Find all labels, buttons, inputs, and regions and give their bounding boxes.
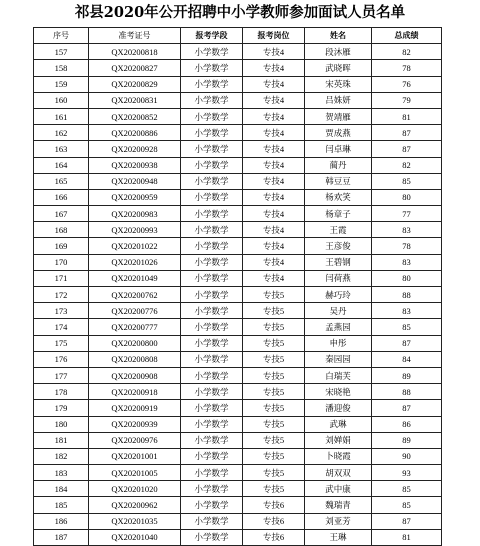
cell-name: 韩豆豆 bbox=[305, 173, 372, 189]
cell-section: 小学数学 bbox=[181, 351, 243, 367]
cell-score: 83 bbox=[372, 303, 442, 319]
cell-score: 84 bbox=[372, 351, 442, 367]
table-row bbox=[34, 44, 442, 60]
cell-score: 86 bbox=[372, 416, 442, 432]
cell-ticket: QX20200776 bbox=[89, 303, 181, 319]
cell-name: 刘亚芳 bbox=[305, 513, 372, 529]
cell-post: 专技6 bbox=[243, 529, 305, 545]
cell-seq: 161 bbox=[34, 108, 89, 124]
cell-seq: 179 bbox=[34, 400, 89, 416]
cell-name: 王碧钢 bbox=[305, 254, 372, 270]
cell-name: 闫荷燕 bbox=[305, 270, 372, 286]
cell-post: 专技5 bbox=[243, 416, 305, 432]
table-row bbox=[34, 76, 442, 92]
cell-post: 专技4 bbox=[243, 173, 305, 189]
table-row bbox=[34, 432, 442, 448]
cell-ticket: QX20200831 bbox=[89, 92, 181, 108]
cell-seq: 180 bbox=[34, 416, 89, 432]
cell-section: 小学数学 bbox=[181, 481, 243, 497]
cell-section: 小学数学 bbox=[181, 400, 243, 416]
cell-seq: 186 bbox=[34, 513, 89, 529]
cell-name: 段沐雁 bbox=[305, 44, 372, 60]
column-header-ticket: 准考证号 bbox=[89, 28, 181, 44]
cell-name: 吴丹 bbox=[305, 303, 372, 319]
cell-seq: 177 bbox=[34, 367, 89, 383]
cell-name: 吕姝妍 bbox=[305, 92, 372, 108]
table-row bbox=[34, 189, 442, 205]
table-header-row bbox=[34, 28, 442, 44]
cell-post: 专技5 bbox=[243, 319, 305, 335]
table-row bbox=[34, 92, 442, 108]
table-row bbox=[34, 400, 442, 416]
cell-seq: 169 bbox=[34, 238, 89, 254]
cell-post: 专技4 bbox=[243, 206, 305, 222]
table-row bbox=[34, 351, 442, 367]
cell-name: 杨章子 bbox=[305, 206, 372, 222]
cell-score: 88 bbox=[372, 287, 442, 303]
column-header-post: 报考岗位 bbox=[243, 28, 305, 44]
cell-section: 小学数学 bbox=[181, 513, 243, 529]
cell-score: 87 bbox=[372, 400, 442, 416]
cell-score: 83 bbox=[372, 254, 442, 270]
cell-score: 82 bbox=[372, 44, 442, 60]
cell-seq: 174 bbox=[34, 319, 89, 335]
cell-post: 专技4 bbox=[243, 254, 305, 270]
table-row bbox=[34, 481, 442, 497]
cell-post: 专技4 bbox=[243, 44, 305, 60]
cell-name: 宋晓艳 bbox=[305, 384, 372, 400]
cell-section: 小学数学 bbox=[181, 448, 243, 464]
cell-post: 专技4 bbox=[243, 270, 305, 286]
cell-section: 小学数学 bbox=[181, 157, 243, 173]
cell-seq: 178 bbox=[34, 384, 89, 400]
cell-name: 武琳 bbox=[305, 416, 372, 432]
cell-ticket: QX20200827 bbox=[89, 60, 181, 76]
cell-section: 小学数学 bbox=[181, 367, 243, 383]
cell-name: 贾成燕 bbox=[305, 125, 372, 141]
cell-section: 小学数学 bbox=[181, 60, 243, 76]
cell-name: 王彦俊 bbox=[305, 238, 372, 254]
cell-post: 专技4 bbox=[243, 108, 305, 124]
cell-ticket: QX20200928 bbox=[89, 141, 181, 157]
table-row bbox=[34, 448, 442, 464]
cell-section: 小学数学 bbox=[181, 287, 243, 303]
cell-ticket: QX20200959 bbox=[89, 189, 181, 205]
cell-score: 78 bbox=[372, 60, 442, 76]
cell-score: 87 bbox=[372, 141, 442, 157]
cell-name: 魏瑞青 bbox=[305, 497, 372, 513]
table-row bbox=[34, 270, 442, 286]
cell-seq: 176 bbox=[34, 351, 89, 367]
cell-ticket: QX20200800 bbox=[89, 335, 181, 351]
cell-ticket: QX20201022 bbox=[89, 238, 181, 254]
cell-ticket: QX20201020 bbox=[89, 481, 181, 497]
cell-post: 专技4 bbox=[243, 60, 305, 76]
cell-ticket: QX20200852 bbox=[89, 108, 181, 124]
cell-seq: 181 bbox=[34, 432, 89, 448]
cell-score: 85 bbox=[372, 319, 442, 335]
cell-section: 小学数学 bbox=[181, 335, 243, 351]
cell-seq: 168 bbox=[34, 222, 89, 238]
cell-seq: 175 bbox=[34, 335, 89, 351]
cell-score: 87 bbox=[372, 335, 442, 351]
cell-ticket: QX20200938 bbox=[89, 157, 181, 173]
cell-post: 专技4 bbox=[243, 141, 305, 157]
cell-seq: 157 bbox=[34, 44, 89, 60]
cell-name: 孟燕园 bbox=[305, 319, 372, 335]
cell-score: 76 bbox=[372, 76, 442, 92]
cell-section: 小学数学 bbox=[181, 44, 243, 60]
cell-score: 85 bbox=[372, 497, 442, 513]
cell-name: 贺靖雁 bbox=[305, 108, 372, 124]
cell-post: 专技4 bbox=[243, 125, 305, 141]
cell-score: 80 bbox=[372, 189, 442, 205]
cell-score: 78 bbox=[372, 238, 442, 254]
cell-ticket: QX20200829 bbox=[89, 76, 181, 92]
cell-seq: 184 bbox=[34, 481, 89, 497]
cell-seq: 187 bbox=[34, 529, 89, 545]
cell-ticket: QX20200993 bbox=[89, 222, 181, 238]
table-row bbox=[34, 254, 442, 270]
cell-ticket: QX20200777 bbox=[89, 319, 181, 335]
cell-ticket: QX20200808 bbox=[89, 351, 181, 367]
cell-ticket: QX20201049 bbox=[89, 270, 181, 286]
cell-name: 武中康 bbox=[305, 481, 372, 497]
table-row bbox=[34, 319, 442, 335]
cell-ticket: QX20201005 bbox=[89, 465, 181, 481]
cell-seq: 165 bbox=[34, 173, 89, 189]
table-row bbox=[34, 108, 442, 124]
cell-section: 小学数学 bbox=[181, 303, 243, 319]
cell-post: 专技5 bbox=[243, 335, 305, 351]
cell-post: 专技4 bbox=[243, 157, 305, 173]
cell-post: 专技4 bbox=[243, 92, 305, 108]
cell-seq: 183 bbox=[34, 465, 89, 481]
cell-ticket: QX20200908 bbox=[89, 367, 181, 383]
cell-section: 小学数学 bbox=[181, 92, 243, 108]
column-header-score: 总成绩 bbox=[372, 28, 442, 44]
cell-post: 专技4 bbox=[243, 189, 305, 205]
table-row bbox=[34, 238, 442, 254]
cell-post: 专技5 bbox=[243, 367, 305, 383]
cell-seq: 185 bbox=[34, 497, 89, 513]
table-row bbox=[34, 60, 442, 76]
cell-ticket: QX20201026 bbox=[89, 254, 181, 270]
cell-name: 宋英珠 bbox=[305, 76, 372, 92]
cell-name: 申彤 bbox=[305, 335, 372, 351]
table-row bbox=[34, 529, 442, 545]
cell-score: 93 bbox=[372, 465, 442, 481]
cell-section: 小学数学 bbox=[181, 270, 243, 286]
cell-score: 85 bbox=[372, 173, 442, 189]
cell-name: 刘婵娟 bbox=[305, 432, 372, 448]
cell-seq: 182 bbox=[34, 448, 89, 464]
cell-section: 小学数学 bbox=[181, 173, 243, 189]
cell-ticket: QX20200983 bbox=[89, 206, 181, 222]
table-row bbox=[34, 367, 442, 383]
cell-ticket: QX20201035 bbox=[89, 513, 181, 529]
cell-score: 77 bbox=[372, 206, 442, 222]
cell-section: 小学数学 bbox=[181, 254, 243, 270]
cell-score: 90 bbox=[372, 448, 442, 464]
cell-seq: 167 bbox=[34, 206, 89, 222]
cell-score: 82 bbox=[372, 157, 442, 173]
cell-name: 王霞 bbox=[305, 222, 372, 238]
cell-name: 卜晓霞 bbox=[305, 448, 372, 464]
cell-section: 小学数学 bbox=[181, 465, 243, 481]
cell-score: 80 bbox=[372, 270, 442, 286]
table-row bbox=[34, 303, 442, 319]
cell-section: 小学数学 bbox=[181, 319, 243, 335]
cell-ticket: QX20200962 bbox=[89, 497, 181, 513]
cell-ticket: QX20201040 bbox=[89, 529, 181, 545]
cell-post: 专技6 bbox=[243, 497, 305, 513]
cell-ticket: QX20200948 bbox=[89, 173, 181, 189]
table-row bbox=[34, 222, 442, 238]
cell-post: 专技5 bbox=[243, 465, 305, 481]
cell-seq: 163 bbox=[34, 141, 89, 157]
cell-name: 秦园园 bbox=[305, 351, 372, 367]
cell-name: 白瑞芙 bbox=[305, 367, 372, 383]
cell-ticket: QX20201001 bbox=[89, 448, 181, 464]
cell-score: 87 bbox=[372, 513, 442, 529]
cell-post: 专技5 bbox=[243, 384, 305, 400]
cell-name: 胡双双 bbox=[305, 465, 372, 481]
cell-score: 89 bbox=[372, 367, 442, 383]
cell-post: 专技5 bbox=[243, 400, 305, 416]
cell-ticket: QX20200918 bbox=[89, 384, 181, 400]
cell-post: 专技5 bbox=[243, 432, 305, 448]
cell-seq: 159 bbox=[34, 76, 89, 92]
table-row bbox=[34, 513, 442, 529]
table-row bbox=[34, 206, 442, 222]
cell-score: 88 bbox=[372, 384, 442, 400]
column-header-name: 姓名 bbox=[305, 28, 372, 44]
cell-post: 专技4 bbox=[243, 76, 305, 92]
table-row bbox=[34, 157, 442, 173]
cell-section: 小学数学 bbox=[181, 384, 243, 400]
cell-name: 赫巧玲 bbox=[305, 287, 372, 303]
cell-section: 小学数学 bbox=[181, 238, 243, 254]
cell-section: 小学数学 bbox=[181, 76, 243, 92]
table-row bbox=[34, 141, 442, 157]
cell-post: 专技5 bbox=[243, 351, 305, 367]
table-row bbox=[34, 125, 442, 141]
cell-score: 89 bbox=[372, 432, 442, 448]
table-body bbox=[34, 44, 442, 546]
cell-post: 专技5 bbox=[243, 287, 305, 303]
cell-seq: 170 bbox=[34, 254, 89, 270]
column-header-seq: 序号 bbox=[34, 28, 89, 44]
cell-score: 79 bbox=[372, 92, 442, 108]
cell-section: 小学数学 bbox=[181, 497, 243, 513]
cell-post: 专技5 bbox=[243, 448, 305, 464]
cell-name: 武晓晖 bbox=[305, 60, 372, 76]
cell-section: 小学数学 bbox=[181, 206, 243, 222]
column-header-section: 报考学段 bbox=[181, 28, 243, 44]
table-row bbox=[34, 465, 442, 481]
cell-section: 小学数学 bbox=[181, 222, 243, 238]
cell-name: 潘迎俊 bbox=[305, 400, 372, 416]
cell-name: 杨欢笑 bbox=[305, 189, 372, 205]
cell-seq: 171 bbox=[34, 270, 89, 286]
table-row bbox=[34, 384, 442, 400]
candidate-table bbox=[33, 27, 442, 546]
cell-post: 专技5 bbox=[243, 303, 305, 319]
cell-score: 87 bbox=[372, 125, 442, 141]
cell-section: 小学数学 bbox=[181, 416, 243, 432]
table-row bbox=[34, 497, 442, 513]
cell-score: 83 bbox=[372, 222, 442, 238]
cell-score: 81 bbox=[372, 529, 442, 545]
cell-ticket: QX20200939 bbox=[89, 416, 181, 432]
cell-name: 王琳 bbox=[305, 529, 372, 545]
page-title: 祁县2020年公开招聘中小学教师参加面试人员名单 bbox=[74, 4, 406, 21]
cell-ticket: QX20200976 bbox=[89, 432, 181, 448]
cell-seq: 160 bbox=[34, 92, 89, 108]
cell-name: 闫卓琳 bbox=[305, 141, 372, 157]
cell-seq: 158 bbox=[34, 60, 89, 76]
cell-seq: 173 bbox=[34, 303, 89, 319]
cell-post: 专技4 bbox=[243, 222, 305, 238]
cell-seq: 164 bbox=[34, 157, 89, 173]
cell-ticket: QX20200919 bbox=[89, 400, 181, 416]
cell-section: 小学数学 bbox=[181, 125, 243, 141]
cell-section: 小学数学 bbox=[181, 141, 243, 157]
cell-post: 专技6 bbox=[243, 513, 305, 529]
table-row bbox=[34, 335, 442, 351]
cell-section: 小学数学 bbox=[181, 189, 243, 205]
cell-ticket: QX20200818 bbox=[89, 44, 181, 60]
table-row bbox=[34, 416, 442, 432]
cell-ticket: QX20200762 bbox=[89, 287, 181, 303]
cell-name: 蔺丹 bbox=[305, 157, 372, 173]
cell-post: 专技4 bbox=[243, 238, 305, 254]
table-row bbox=[34, 287, 442, 303]
cell-seq: 166 bbox=[34, 189, 89, 205]
cell-post: 专技5 bbox=[243, 481, 305, 497]
cell-section: 小学数学 bbox=[181, 432, 243, 448]
cell-seq: 162 bbox=[34, 125, 89, 141]
cell-ticket: QX20200886 bbox=[89, 125, 181, 141]
cell-seq: 172 bbox=[34, 287, 89, 303]
cell-score: 81 bbox=[372, 108, 442, 124]
cell-score: 85 bbox=[372, 481, 442, 497]
cell-section: 小学数学 bbox=[181, 529, 243, 545]
table-row bbox=[34, 173, 442, 189]
cell-section: 小学数学 bbox=[181, 108, 243, 124]
